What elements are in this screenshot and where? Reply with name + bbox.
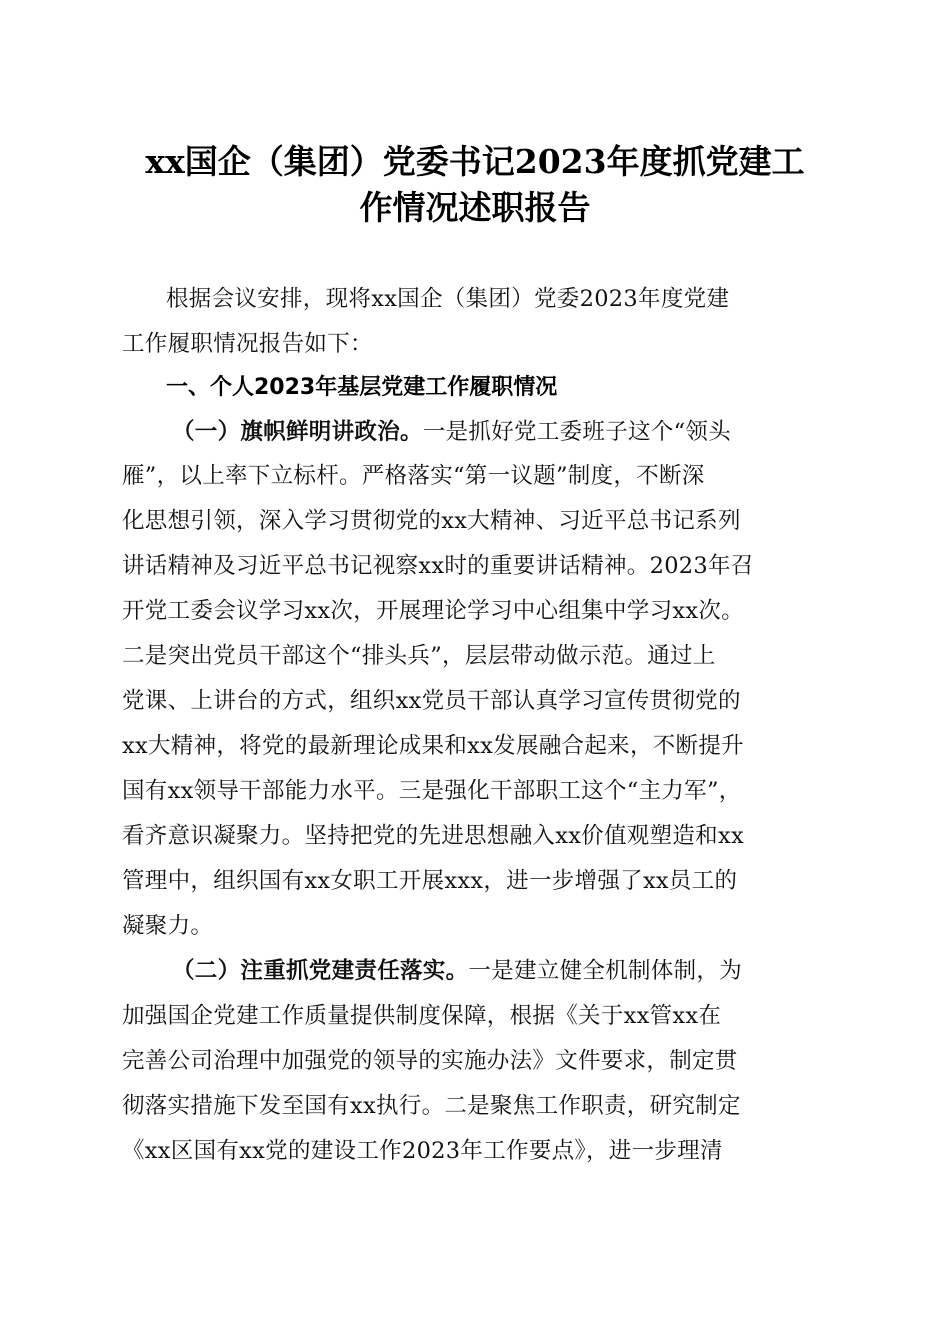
document-title-line-2: 作情况述职报告 <box>359 188 591 227</box>
paragraph-line: xx大精神，将党的最新理论成果和xx发展融合起来，不断提升 <box>122 733 744 759</box>
paragraph-line: 国有xx领导干部能力水平。三是强化干部职工这个“主力军”， <box>122 778 742 804</box>
paragraph-line: 化思想引领，深入学习贯彻党的xx大精神、习近平总书记系列 <box>122 508 741 534</box>
intro-line-1: 根据会议安排，现将xx国企（集团）党委2023年度党建 <box>166 286 730 312</box>
paragraph-line: 党课、上讲台的方式，组织xx党员干部认真学习宣传贯彻党的 <box>122 688 741 714</box>
document-title-line-1: xx国企（集团）党委书记2023年度抓党建工 <box>145 142 805 181</box>
sub-section-2-first-line <box>172 956 884 986</box>
sub-section-1-title: （一）旗帜鲜明讲政治。 <box>172 419 423 445</box>
section-1-heading: 一、个人2023年基层党建工作履职情况 <box>166 375 558 400</box>
paragraph-line: 凝聚力。 <box>122 913 214 939</box>
paragraph-line: 彻落实措施下发至国有xx执行。二是聚焦工作职责，研究制定 <box>122 1093 741 1119</box>
intro-line-2: 工作履职情况报告如下： <box>122 331 373 357</box>
sub-section-1-first-line <box>172 417 884 447</box>
paragraph-line: 管理中，组织国有xx女职工开展xxx，进一步增强了xx员工的 <box>122 868 738 894</box>
paragraph-line: 雁”，以上率下立标杆。严格落实“第一议题”制度，不断深 <box>122 463 705 489</box>
paragraph-line: 加强国企党建工作质量提供制度保障，根据《关于xx管xx在 <box>122 1003 722 1029</box>
paragraph-line: 《xx区国有xx党的建设工作2023年工作要点》，进一步理清 <box>122 1138 723 1164</box>
paragraph-line: 开党工委会议学习xx次，开展理论学习中心组集中学习xx次。 <box>122 598 744 624</box>
paragraph-line: 讲话精神及习近平总书记视察xx时的重要讲话精神。2023年召 <box>122 553 754 579</box>
sub-section-2-title: （二）注重抓党建责任落实。 <box>172 958 469 984</box>
paragraph-line: 二是突出党员干部这个“排头兵”，层层带动做示范。通过上 <box>122 643 716 669</box>
paragraph-line: 看齐意识凝聚力。坚持把党的先进思想融入xx价值观塑造和xx <box>122 823 744 849</box>
paragraph-line: 完善公司治理中加强党的领导的实施办法》文件要求，制定贯 <box>122 1048 738 1074</box>
sub-section-1-first-line-rest: 一是抓好党工委班子这个“领头 <box>422 419 732 445</box>
sub-section-2-first-line-rest: 一是建立健全机制体制，为 <box>468 958 743 984</box>
